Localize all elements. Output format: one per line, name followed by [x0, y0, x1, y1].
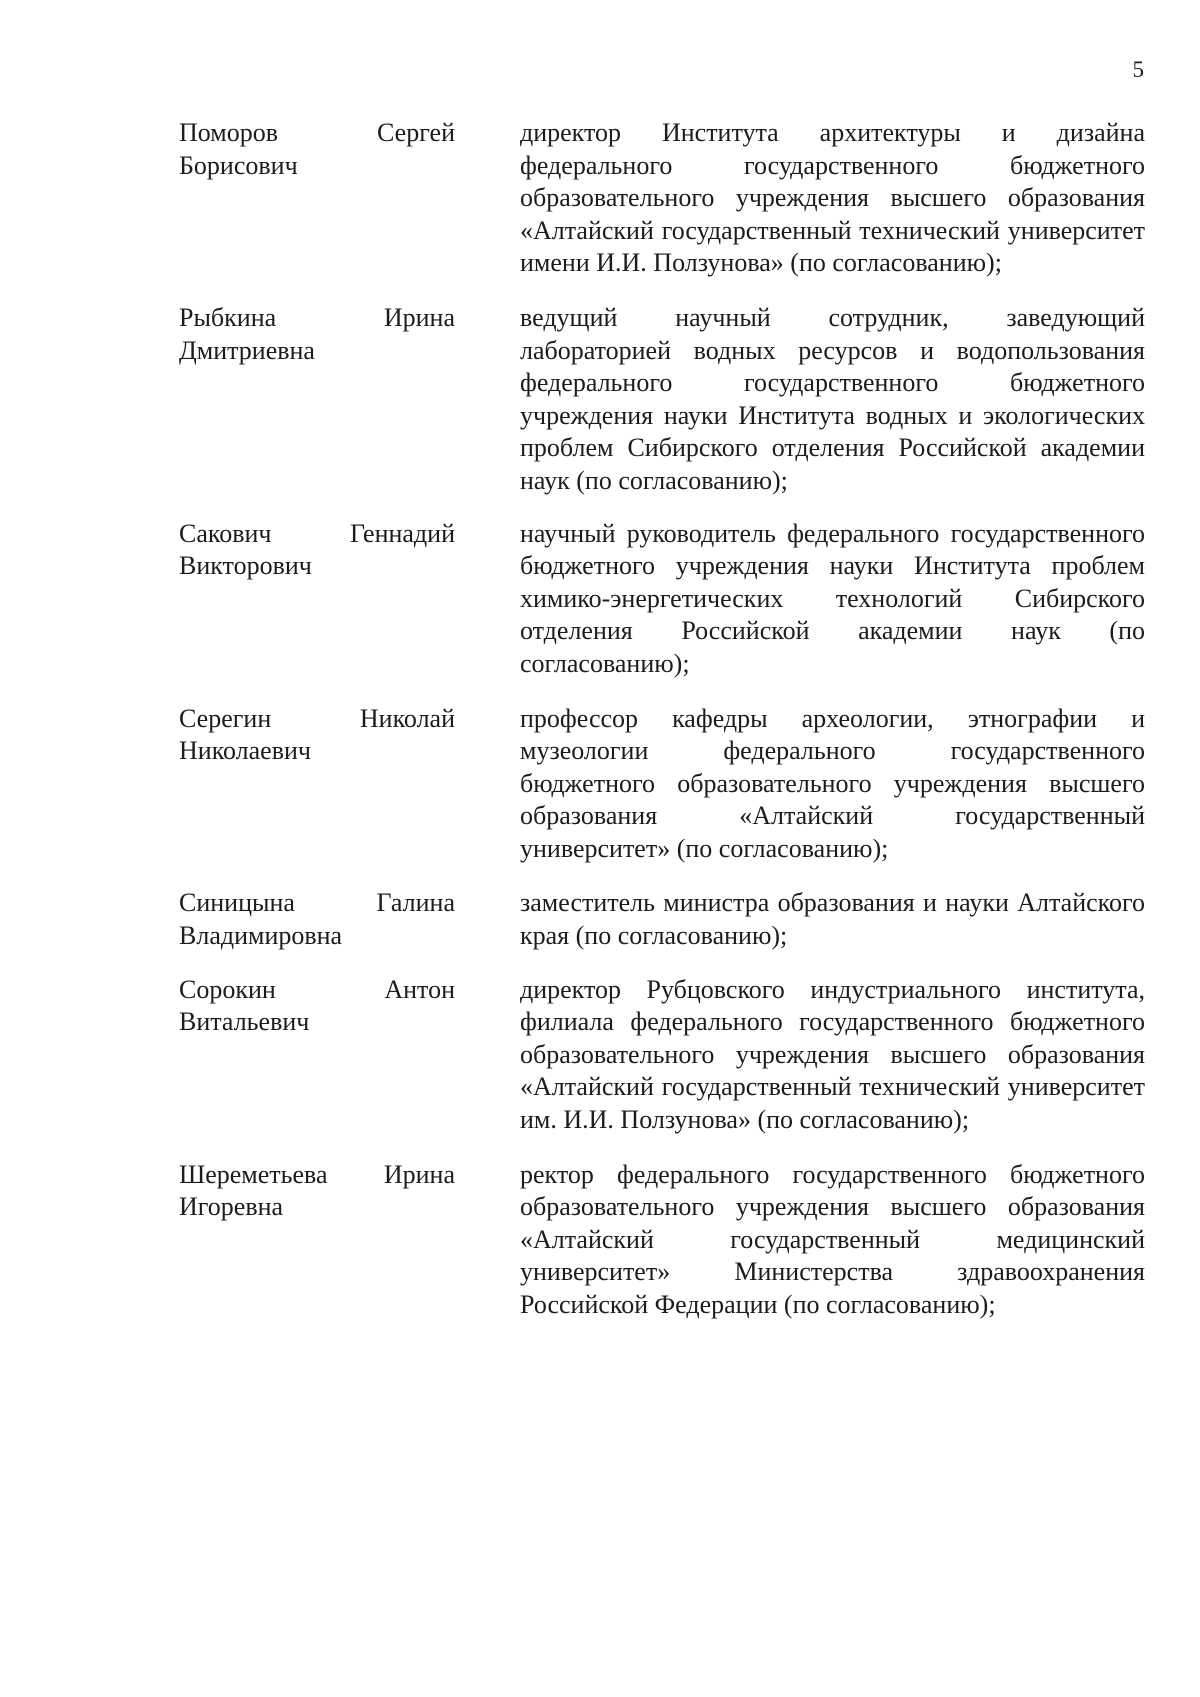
member-list: [179, 117, 1145, 1322]
member-name: Сорокин Антон Витальевич: [179, 974, 455, 1037]
member-entry: [179, 302, 1145, 498]
member-position: директор Рубцовского индустриального института, филиала федерального государственного бюджетного образовательного учреждения высшего образования «Алтайский государственный технический университет им. И.И. Ползунова» (по согласованию);: [520, 974, 1145, 1135]
member-entry: [179, 117, 1145, 280]
member-name: Шереметьева Ирина Игоревна: [179, 1159, 455, 1222]
member-name: Сакович Геннадий Викторович: [179, 518, 455, 581]
page-number: 5: [1132, 57, 1144, 82]
member-entry: [179, 887, 1145, 952]
member-position: ректор федерального государственного бюджетного образовательного учреждения высшего образования «Алтайский государственный медицинский университет» Министерства здравоохранения Российской Федерации (по согласованию);: [520, 1159, 1145, 1319]
member-name: Серегин Николай Николаевич: [179, 703, 455, 766]
member-entry: [179, 974, 1145, 1137]
member-name: Рыбкина Ирина Дмитриевна: [179, 302, 455, 365]
member-position: профессор кафедры археологии, этнографии и музеологии федерального государственного бюджетного образовательного учреждения высшего образования «Алтайский государственный университет» (по согласованию);: [520, 703, 1145, 863]
member-position: директор Института архитектуры и дизайна федерального государственного бюджетного образовательного учреждения высшего образования «Алтайский государственный технический университет имени И.И. Ползунова» (по согласованию);: [520, 118, 1145, 278]
member-position: ведущий научный сотрудник, заведующий лабораторией водных ресурсов и водопользования федерального государственного бюджетного учреждения науки Института водных и экологических проблем Сибирского отделения Российской академии наук (по согласованию);: [520, 302, 1145, 495]
member-entry: [179, 518, 1145, 681]
member-entry: [179, 1159, 1145, 1322]
member-position: научный руководитель федерального государственного бюджетного учреждения науки Института проблем химико-энергетических технологий Сибирского отделения Российской академии наук (по согласованию);: [520, 518, 1145, 678]
member-position: заместитель министра образования и науки Алтайского края (по согласованию);: [520, 888, 1145, 951]
member-name: Поморов Сергей Борисович: [179, 118, 455, 180]
member-name: Синицына Галина Владимировна: [179, 888, 455, 951]
member-entry: [179, 703, 1145, 866]
